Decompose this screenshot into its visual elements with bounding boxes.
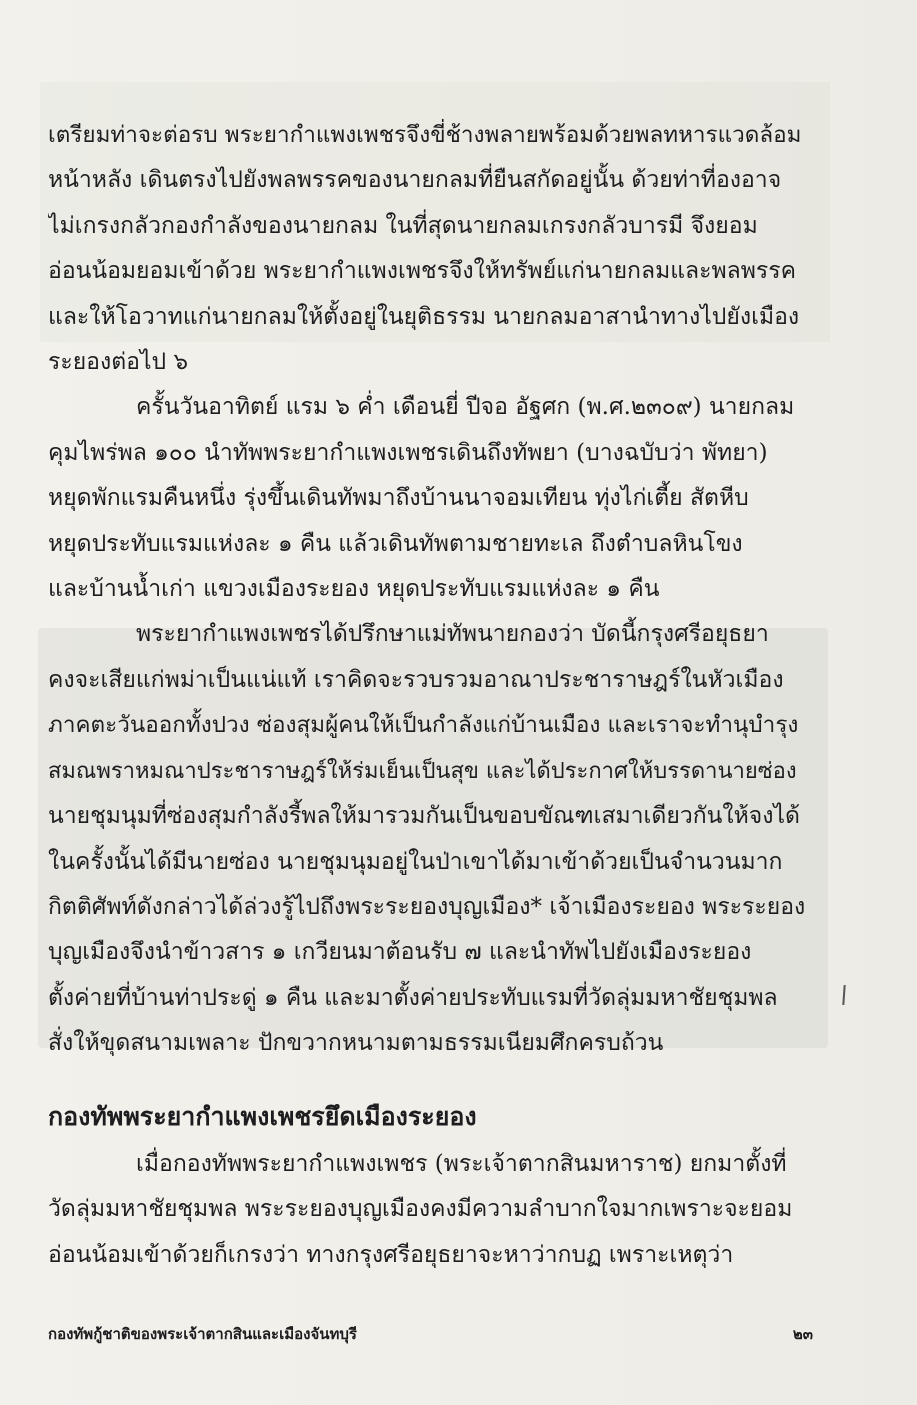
- text-line: อ่อนน้อมเข้าด้วยก็เกรงว่า ทางกรุงศรีอยุธยาจะหาว่ากบฏ เพราะเหตุว่า: [48, 1241, 734, 1268]
- page-footer: [48, 1322, 813, 1346]
- paragraph-1: [48, 113, 808, 385]
- text-line: อ่อนน้อมยอมเข้าด้วย พระยากำแพงเพชรจึงให้ทรัพย์แก่นายกลมและพลพรรค: [48, 258, 797, 285]
- text-line: เมื่อกองทัพพระยากำแพงเพชร (พระเจ้าตากสินมหาราช) ยกมาตั้งที่: [136, 1151, 787, 1177]
- text-line: บุญเมืองจึงนำข้าวสาร ๑ เกวียนมาต้อนรับ ๗ และนำทัพไปยังเมืองระยอง: [48, 939, 752, 966]
- text-line: หน้าหลัง เดินตรงไปยังพลพรรคของนายกลมที่ยืนสกัดอยู่นั้น ด้วยท่าที่องอาจ: [48, 167, 782, 194]
- text-line: เตรียมท่าจะต่อรบ พระยากำแพงเพชรจึงขี่ช้างพลายพร้อมด้วยพลทหารแวดล้อม: [48, 122, 802, 148]
- text-line: ภาคตะวันออกทั้งปวง ซ่องสุมผู้คนให้เป็นกำลังแก่บ้านเมือง และเราจะทำนุบำรุง: [48, 712, 799, 739]
- paragraph-3: [48, 612, 808, 1066]
- text-line: หยุดประทับแรมแห่งละ ๑ คืน แล้วเดินทัพตามชายทะเล ถึงตำบลหินโขง: [48, 530, 743, 557]
- text-line: คงจะเสียแก่พม่าเป็นแน่แท้ เราคิดจะรวบรวมอาณาประชาราษฎร์ในหัวเมือง: [48, 666, 784, 693]
- section-heading: กองทัพพระยากำแพงเพชรยึดเมืองระยอง: [48, 1102, 477, 1131]
- text-line: สั่งให้ขุดสนามเพลาะ ปักขวากหนามตามธรรมเนียมศึกครบถ้วน: [48, 1030, 664, 1057]
- margin-mark: [842, 985, 845, 1005]
- text-line: และให้โอวาทแก่นายกลมให้ตั้งอยู่ในยุติธรรม นายกลมอาสานำทางไปยังเมือง: [48, 303, 800, 330]
- body-text: [48, 113, 808, 1067]
- text-line: ระยองต่อไป ๖: [48, 349, 189, 376]
- text-line: คุมไพร่พล ๑๐๐ นำทัพพระยากำแพงเพชรเดินถึงทัพยา (บางฉบับว่า พัทยา): [48, 439, 768, 466]
- page-number: ๒๓: [792, 1325, 813, 1343]
- text-line: พระยากำแพงเพชรได้ปรึกษาแม่ทัพนายกองว่า บัดนี้กรุงศรีอยุธยา: [136, 621, 769, 648]
- body-text-continued: [48, 1142, 808, 1278]
- text-line: กิตติศัพท์ดังกล่าวได้ล่วงรู้ไปถึงพระระยองบุญเมือง* เจ้าเมืองระยอง พระระยอง: [48, 893, 806, 920]
- text-line: วัดลุ่มมหาชัยชุมพล พระระยองบุญเมืองคงมีความลำบากใจมากเพราะจะยอม: [48, 1196, 793, 1223]
- paragraph-2: [48, 385, 808, 612]
- text-line: สมณพราหมณาประชาราษฎร์ให้ร่มเย็นเป็นสุข และได้ประกาศให้บรรดานายซ่อง: [48, 758, 797, 784]
- text-line: ในครั้งนั้นได้มีนายซ่อง นายชุมนุมอยู่ในป่าเขาได้มาเข้าด้วยเป็นจำนวนมาก: [48, 848, 783, 875]
- text-line: หยุดพักแรมคืนหนึ่ง รุ่งขึ้นเดินทัพมาถึงบ้านนาจอมเทียน ทุ่งไก่เตี้ย สัตหีบ: [48, 485, 749, 512]
- text-line: และบ้านน้ำเก่า แขวงเมืองระยอง หยุดประทับแรมแห่งละ ๑ คืน: [48, 576, 660, 603]
- text-line: นายชุมนุมที่ซ่องสุมกำลังรี้พลให้มารวมกันเป็นขอบขัณฑเสมาเดียวกันให้จงได้: [48, 803, 800, 830]
- running-title: กองทัพกู้ชาติของพระเจ้าตากสินและเมืองจันทบุรี: [48, 1325, 357, 1343]
- text-line: ครั้นวันอาทิตย์ แรม ๖ ค่ำ เดือนยี่ ปีจอ อัฐศก (พ.ศ.๒๓๐๙) นายกลม: [136, 394, 795, 421]
- text-line: ไม่เกรงกลัวกองกำลังของนายกลม ในที่สุดนายกลมเกรงกลัวบารมี จึงยอม: [48, 212, 758, 239]
- text-line: ตั้งค่ายที่บ้านท่าประดู่ ๑ คืน และมาตั้งค่ายประทับแรมที่วัดลุ่มมหาชัยชุมพล: [48, 984, 778, 1011]
